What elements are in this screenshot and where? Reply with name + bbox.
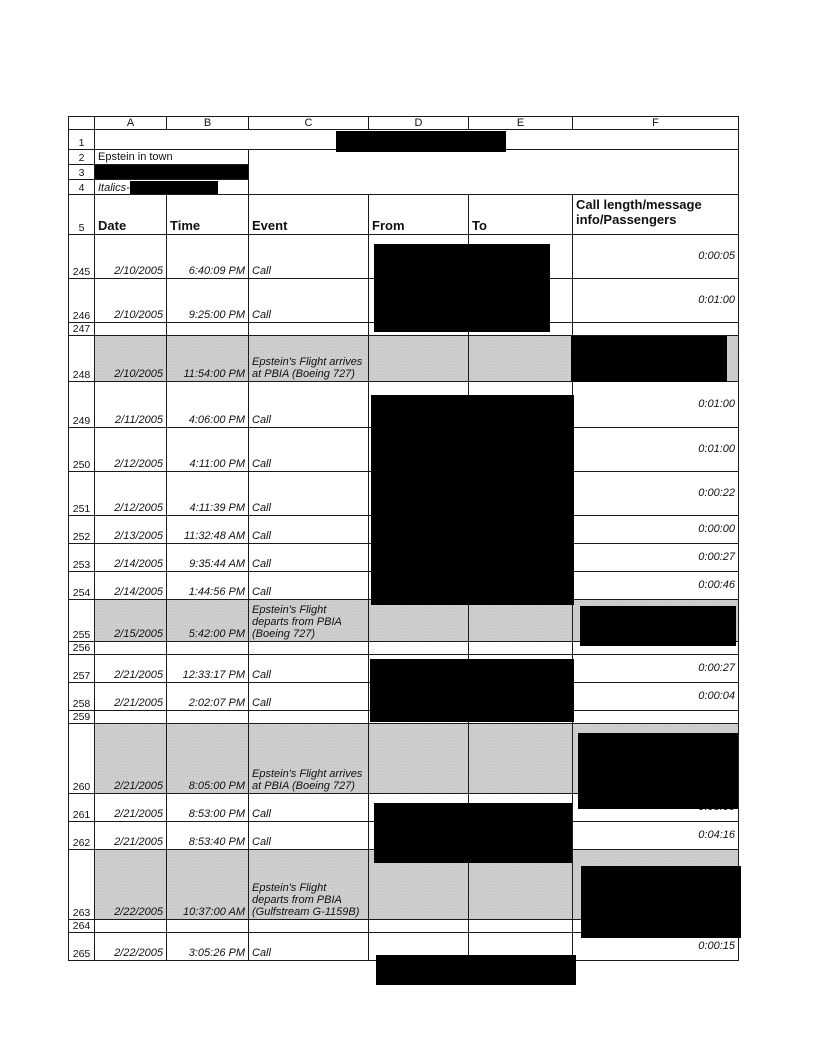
time-cell: 1:44:56 PM — [167, 572, 249, 600]
from-cell — [369, 724, 469, 794]
header-row — [69, 195, 739, 235]
corner-cell — [69, 117, 95, 130]
date-cell: 2/22/2005 — [95, 933, 167, 961]
date-cell: 2/21/2005 — [95, 822, 167, 850]
call-length-cell: 0:00:22 — [573, 472, 739, 516]
event-cell: Call — [249, 428, 369, 472]
time-cell: 11:32:48 AM — [167, 516, 249, 544]
row-number: 257 — [69, 655, 95, 683]
event-cell: Call — [249, 683, 369, 711]
from-cell — [369, 336, 469, 382]
call-length-cell: 0:00:46 — [573, 572, 739, 600]
column-header-f: F — [573, 117, 739, 130]
from-cell — [369, 600, 469, 642]
row-number: 261 — [69, 794, 95, 822]
call-length-cell: 0:00:27 — [573, 544, 739, 572]
column-header-row — [69, 117, 739, 130]
event-header: Event — [249, 195, 369, 235]
time-cell: 4:11:39 PM — [167, 472, 249, 516]
date-cell: 2/13/2005 — [95, 516, 167, 544]
event-cell: Epstein's Flight departs from PBIA (Boeing 727) — [249, 600, 369, 642]
date-cell: 2/10/2005 — [95, 235, 167, 279]
call-length-cell: 0:01:00 — [573, 428, 739, 472]
row-number: 3 — [69, 165, 95, 180]
italics-legend-cell — [95, 180, 249, 195]
row-number: 263 — [69, 850, 95, 920]
time-cell: 4:11:00 PM — [167, 428, 249, 472]
to-cell — [469, 600, 573, 642]
row-number: 259 — [69, 711, 95, 724]
event-cell: Call — [249, 235, 369, 279]
date-cell: 2/21/2005 — [95, 683, 167, 711]
column-header-c: C — [249, 117, 369, 130]
date-cell: 2/21/2005 — [95, 724, 167, 794]
row-number: 247 — [69, 323, 95, 336]
column-header-a: A — [95, 117, 167, 130]
row-number: 249 — [69, 382, 95, 428]
event-cell — [249, 711, 369, 724]
redaction-block — [376, 955, 576, 985]
event-cell: Call — [249, 382, 369, 428]
event-cell: Epstein's Flight departs from PBIA (Gulfstream G-1159B) — [249, 850, 369, 920]
time-cell: 8:05:00 PM — [167, 724, 249, 794]
event-cell: Call — [249, 472, 369, 516]
to-cell — [469, 336, 573, 382]
to-cell — [469, 724, 573, 794]
date-cell: 2/11/2005 — [95, 382, 167, 428]
time-header: Time — [167, 195, 249, 235]
call-length-cell — [573, 323, 739, 336]
call-length-cell: 0:00:05 — [573, 235, 739, 279]
row-number: 264 — [69, 920, 95, 933]
italics-label: Italics- — [98, 182, 130, 194]
time-cell: 9:35:44 AM — [167, 544, 249, 572]
redaction-block — [370, 659, 574, 722]
column-header-d: D — [369, 117, 469, 130]
redacted-legend-cell — [95, 165, 249, 180]
to-header: To — [469, 195, 573, 235]
to-cell — [469, 642, 573, 655]
call-length-cell: 0:00:15 — [573, 933, 739, 961]
event-cell: Call — [249, 279, 369, 323]
event-cell — [249, 323, 369, 336]
date-cell: 2/10/2005 — [95, 336, 167, 382]
redaction-block — [580, 606, 736, 646]
date-cell: 2/21/2005 — [95, 794, 167, 822]
row-number: 2 — [69, 150, 95, 165]
event-cell: Epstein's Flight arrives at PBIA (Boeing 727) — [249, 724, 369, 794]
redaction-block — [374, 803, 572, 863]
time-cell — [167, 323, 249, 336]
row-number: 260 — [69, 724, 95, 794]
row-number: 265 — [69, 933, 95, 961]
legend-blank-cell — [249, 150, 739, 195]
redaction-block — [581, 866, 741, 938]
time-cell: 4:06:00 PM — [167, 382, 249, 428]
redaction-block — [336, 131, 506, 152]
row-number: 250 — [69, 428, 95, 472]
redaction-block — [374, 244, 550, 332]
redacted-italics-note — [130, 181, 218, 194]
row-number: 5 — [69, 195, 95, 235]
call-length-cell — [573, 711, 739, 724]
row-number: 1 — [69, 130, 95, 150]
time-cell: 10:37:00 AM — [167, 850, 249, 920]
row-number: 258 — [69, 683, 95, 711]
date-cell — [95, 642, 167, 655]
time-cell: 12:33:17 PM — [167, 655, 249, 683]
time-cell: 9:25:00 PM — [167, 279, 249, 323]
call-length-cell: 0:00:04 — [573, 683, 739, 711]
column-header-e: E — [469, 117, 573, 130]
date-cell — [95, 920, 167, 933]
row-number: 256 — [69, 642, 95, 655]
date-cell — [95, 711, 167, 724]
time-cell — [167, 711, 249, 724]
row-number: 254 — [69, 572, 95, 600]
event-cell: Call — [249, 822, 369, 850]
redaction-block — [371, 395, 574, 605]
event-cell: Call — [249, 655, 369, 683]
call-length-cell: 0:00:27 — [573, 655, 739, 683]
time-cell: 11:54:00 PM — [167, 336, 249, 382]
epstein-in-town-label: Epstein in town — [95, 150, 249, 165]
event-cell — [249, 642, 369, 655]
date-cell: 2/10/2005 — [95, 279, 167, 323]
event-cell: Call — [249, 933, 369, 961]
time-cell: 6:40:09 PM — [167, 235, 249, 279]
date-cell: 2/14/2005 — [95, 544, 167, 572]
time-cell: 8:53:00 PM — [167, 794, 249, 822]
call-length-cell: 0:01:00 — [573, 279, 739, 323]
column-header-b: B — [167, 117, 249, 130]
event-cell: Epstein's Flight arrives at PBIA (Boeing 727) — [249, 336, 369, 382]
call-length-cell: 0:00:00 — [573, 516, 739, 544]
date-cell: 2/14/2005 — [95, 572, 167, 600]
from-header: From — [369, 195, 469, 235]
time-cell: 5:42:00 PM — [167, 600, 249, 642]
from-cell — [369, 920, 469, 933]
call-length-cell: 0:04:16 — [573, 822, 739, 850]
time-cell: 3:05:26 PM — [167, 933, 249, 961]
redaction-block — [578, 733, 738, 809]
row-number: 251 — [69, 472, 95, 516]
from-cell — [369, 642, 469, 655]
time-cell: 8:53:40 PM — [167, 822, 249, 850]
date-cell: 2/22/2005 — [95, 850, 167, 920]
date-cell: 2/12/2005 — [95, 428, 167, 472]
row-number: 246 — [69, 279, 95, 323]
time-cell — [167, 642, 249, 655]
date-cell: 2/12/2005 — [95, 472, 167, 516]
row-number: 245 — [69, 235, 95, 279]
date-cell: 2/21/2005 — [95, 655, 167, 683]
row-number: 262 — [69, 822, 95, 850]
to-cell — [469, 920, 573, 933]
row-number: 252 — [69, 516, 95, 544]
event-cell: Call — [249, 572, 369, 600]
event-cell — [249, 920, 369, 933]
call-length-header: Call length/message info/Passengers — [573, 195, 739, 235]
call-length-cell: 0:01:00 — [573, 382, 739, 428]
row-number: 253 — [69, 544, 95, 572]
event-cell: Call — [249, 794, 369, 822]
row-number: 4 — [69, 180, 95, 195]
time-cell — [167, 920, 249, 933]
date-cell — [95, 323, 167, 336]
event-cell: Call — [249, 516, 369, 544]
event-cell: Call — [249, 544, 369, 572]
redaction-block — [571, 336, 727, 382]
row-number: 255 — [69, 600, 95, 642]
date-header: Date — [95, 195, 167, 235]
date-cell: 2/15/2005 — [95, 600, 167, 642]
row-number: 248 — [69, 336, 95, 382]
time-cell: 2:02:07 PM — [167, 683, 249, 711]
